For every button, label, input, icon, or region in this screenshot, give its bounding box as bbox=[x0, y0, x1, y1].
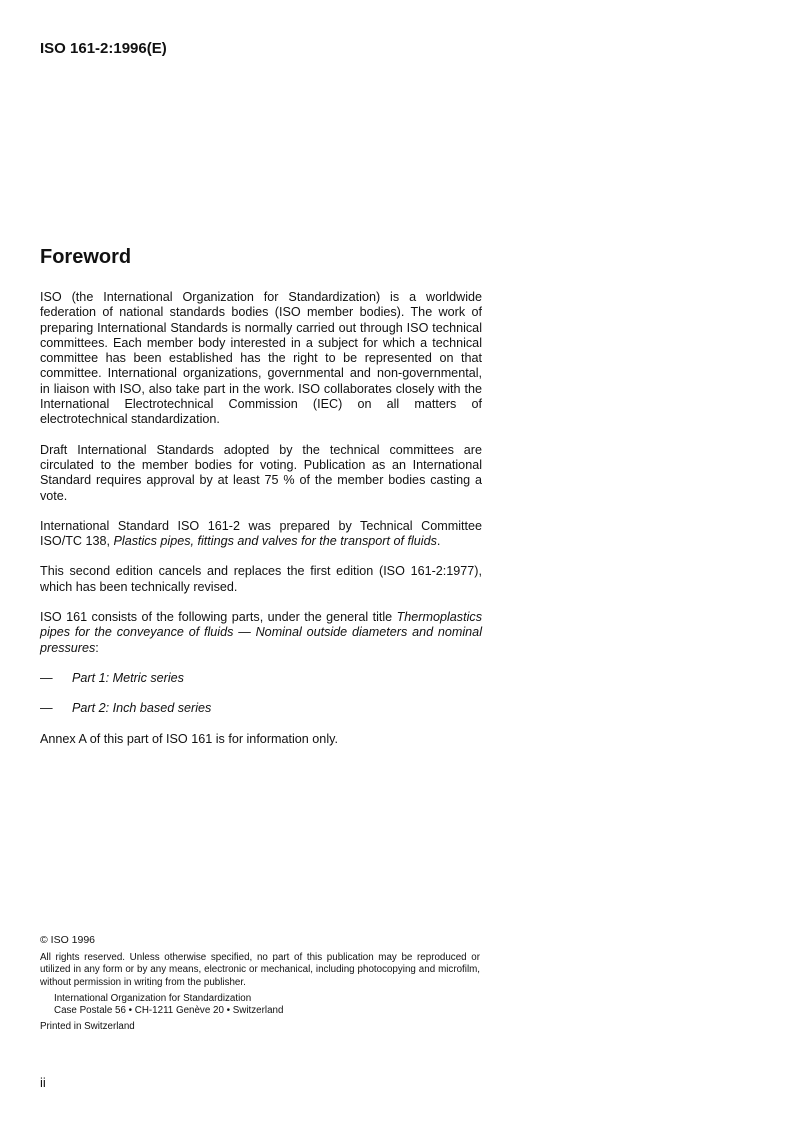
copyright-block bbox=[40, 934, 480, 1033]
foreword-paragraph-4: This second edition cancels and replaces the first edition (ISO 161-2:1977), which has been technically revised. bbox=[40, 564, 482, 594]
paragraph-5-end: : bbox=[95, 640, 99, 655]
foreword-paragraph-5 bbox=[40, 610, 482, 656]
foreword-paragraph-1: ISO (the International Organization for Standardization) is a worldwide federation of national standards bodies (ISO member bodies). The work of preparing International Standards is normally carried out through ISO technical committees. Each member body interested in a subject for which a technical committee has been established has the right to be represented on that committee. International organizations, governmental and non-governmental, in liaison with ISO, also take part in the work. ISO collaborates closely with the International Electrotechnical Commission (IEC) on all matters of electrotechnical standardization. bbox=[40, 290, 482, 427]
foreword-paragraph-6: Annex A of this part of ISO 161 is for information only. bbox=[40, 731, 338, 746]
list-dash: — bbox=[40, 701, 53, 716]
paragraph-3-end: . bbox=[436, 534, 441, 549]
list-dash: — bbox=[40, 670, 53, 685]
list-item-part-2 bbox=[40, 701, 482, 716]
printed-in: Printed in Switzerland bbox=[40, 1021, 135, 1033]
publisher-postal: Case Postale 56 • CH-1211 Genève 20 • Switzerland bbox=[54, 1005, 284, 1017]
committee-title: Plastics pipes, fittings and valves for the transport of fluids bbox=[113, 534, 437, 549]
foreword-paragraph-3 bbox=[40, 519, 482, 550]
list-item-part-1 bbox=[40, 671, 482, 686]
general-title: Thermoplastics pipes for the conveyance of fluids — Nominal outside diameters and nominal pressures bbox=[40, 610, 482, 655]
foreword-title: Foreword bbox=[40, 246, 132, 268]
page-number: ii bbox=[40, 1075, 46, 1090]
paragraph-5-text: ISO 161 consists of the following parts, under the general title bbox=[40, 610, 397, 625]
foreword-body bbox=[40, 290, 482, 762]
rights-statement: All rights reserved. Unless otherwise specified, no part of this publication may be reproduced or utilized in any form or by any means, electronic or mechanical, including photocopying and microfilm, without permission in writing from the publisher. bbox=[40, 952, 480, 988]
part-1-label: Part 1: Metric series bbox=[72, 670, 184, 685]
copyright-line: © ISO 1996 bbox=[40, 934, 96, 946]
document-id: ISO 161-2:1996(E) bbox=[40, 40, 167, 57]
publisher-name: International Organization for Standardization bbox=[54, 992, 252, 1004]
publisher-address bbox=[54, 993, 480, 1017]
paragraph-3-text: International Standard ISO 161-2 was prepared by Technical Committee ISO/TC 138, bbox=[40, 518, 482, 549]
part-2-label: Part 2: Inch based series bbox=[72, 701, 212, 716]
foreword-paragraph-2: Draft International Standards adopted by the technical committees are circulated to the member bodies for voting. Publication as an International Standard requires approval by at least 75 % of the member bodies casting a vote. bbox=[40, 442, 482, 503]
